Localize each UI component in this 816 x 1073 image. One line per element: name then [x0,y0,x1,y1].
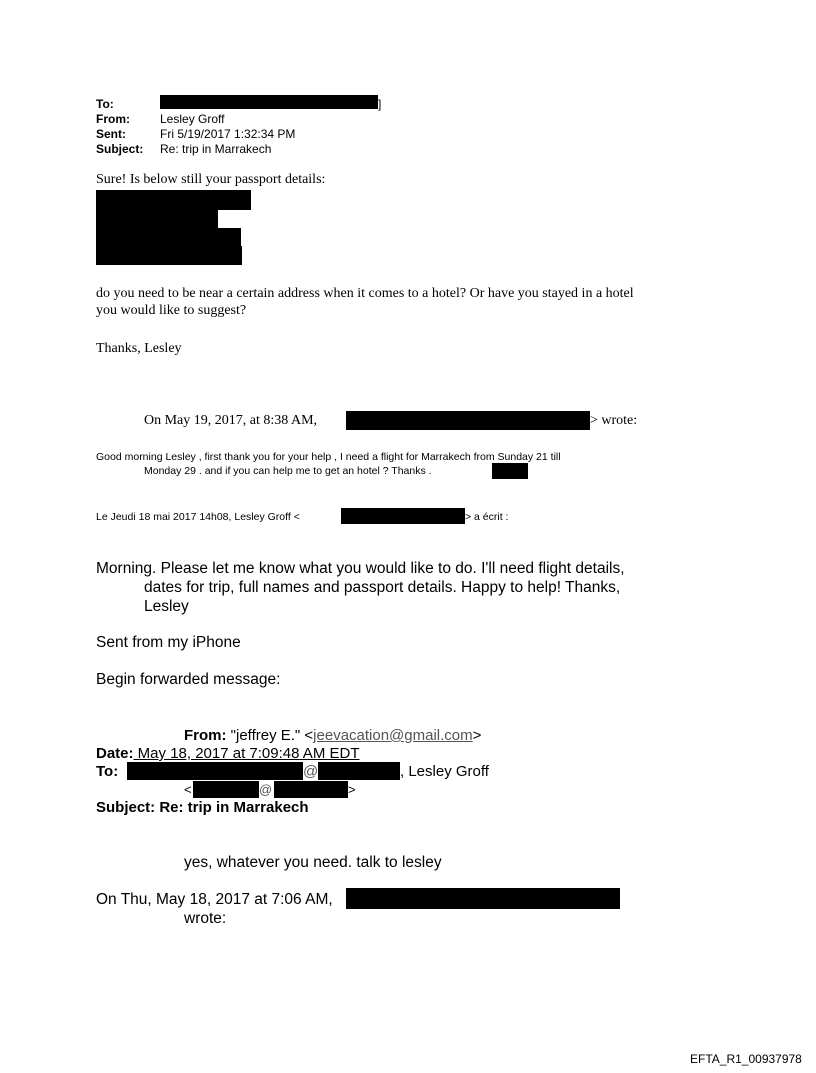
fwd-to-tail: , Lesley Groff [400,763,489,780]
redaction-fwd-to-3 [193,781,259,798]
header-subject-label: Subject: [96,142,144,156]
redaction-quote1-name [492,463,528,479]
redaction-fwd-to-4 [274,781,348,798]
fwd-date-line [96,745,359,762]
sent-from-iphone: Sent from my iPhone [96,634,241,651]
redaction-passport-3 [96,228,241,246]
redaction-quote2-email [341,508,465,524]
fwd-from-line [184,727,481,744]
header-to-bracket: ] [378,97,382,111]
redaction-passport-4 [96,246,242,265]
fwd-from-name: "jeffrey E." < [226,727,314,744]
quote3-prefix: On Thu, May 18, 2017 at 7:06 AM, [96,891,333,908]
redaction-quote3-sender [346,888,620,909]
morning-line1: Morning. Please let me know what you would like to do. I'll need flight details, [96,560,625,577]
header-sent-label: Sent: [96,127,126,141]
begin-forwarded: Begin forwarded message: [96,671,281,688]
fwd-to-at-1: @ [303,763,319,780]
fwd-to-label: To: [96,763,119,780]
reply-signoff: Thanks, Lesley [96,341,182,356]
quote3-wrote: wrote: [184,910,227,927]
fwd-to-lt: < [184,782,192,797]
redaction-quote1-sender [346,411,590,430]
fwd-from-label: From: [184,727,227,744]
header-to-label: To: [96,97,114,111]
quote2-prefix: Le Jeudi 18 mai 2017 14h08, Lesley Groff < [96,511,300,523]
morning-line3: Lesley [144,598,189,615]
fwd-from-email-link[interactable]: jeevacation@gmail.com [313,727,473,744]
redaction-fwd-to-1 [127,762,303,780]
header-from-value: Lesley Groff [160,112,225,126]
quote2-suffix: > a écrit : [465,511,509,523]
fwd-to-at-2: @ [259,782,273,797]
header-sent-value: Fri 5/19/2017 1:32:34 PM [160,127,296,141]
redaction-passport-1 [96,190,251,210]
document-id: EFTA_R1_00937978 [690,1052,802,1066]
quote1-body-line1: Good morning Lesley , first thank you for your help , I need a flight for Marrakech from Sunday 21 till [96,451,561,463]
morning-line2: dates for trip, full names and passport details. Happy to help! Thanks, [144,579,621,596]
reply-intro: Sure! Is below still your passport details: [96,172,326,187]
redaction-fwd-to-2 [318,762,400,780]
fwd-to-gt: > [348,782,356,797]
fwd-from-close: > [472,727,482,744]
fwd-date-label: Date: [96,745,134,762]
header-subject-value: Re: trip in Marrakech [160,142,272,156]
fwd-date-value: May 18, 2017 at 7:09:48 AM EDT [133,745,360,762]
quote1-body-line2: Monday 29 . and if you can help me to get an hotel ? Thanks . [144,465,432,477]
redaction-to [160,95,378,109]
fwd-body: yes, whatever you need. talk to lesley [184,854,442,871]
header-from-label: From: [96,112,130,126]
quote1-suffix: > wrote: [590,413,638,428]
fwd-subject-line: Subject: Re: trip in Marrakech [96,799,309,816]
reply-question-line1: do you need to be near a certain address when it comes to a hotel? Or have you stayed in a hotel [96,286,634,301]
reply-question-line2: you would like to suggest? [96,303,247,318]
redaction-passport-2 [96,210,218,228]
quote1-prefix: On May 19, 2017, at 8:38 AM, [144,413,318,428]
